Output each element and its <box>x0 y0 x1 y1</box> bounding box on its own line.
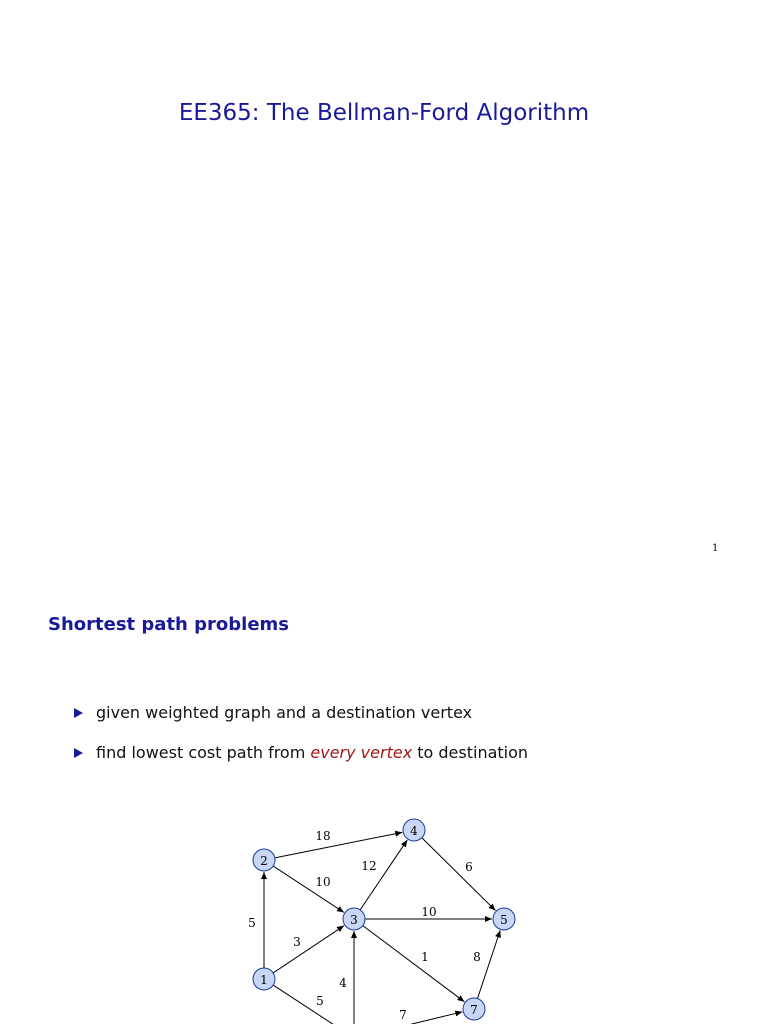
weighted-graph-diagram <box>0 576 768 1024</box>
graph-edge-3-7 <box>363 926 465 1002</box>
graph-edge-1-3 <box>273 926 344 973</box>
graph-node-1 <box>253 968 275 990</box>
nodes-layer <box>253 819 515 1024</box>
edge-weight-label: 8 <box>473 950 481 964</box>
graph-edge-2-3 <box>273 866 344 912</box>
node-label: 3 <box>350 913 358 927</box>
node-label: 7 <box>470 1003 478 1017</box>
graph-node-3 <box>343 908 365 930</box>
graph-edge-6-7 <box>365 1012 463 1024</box>
content-slide <box>0 576 768 1024</box>
edge-weight-label: 4 <box>339 976 347 990</box>
node-label: 4 <box>410 824 418 838</box>
graph-node-2 <box>253 849 275 871</box>
edge-weight-label: 5 <box>248 916 256 930</box>
node-label: 5 <box>500 913 508 927</box>
edge-weight-label: 1 <box>421 950 429 964</box>
edge-weight-label: 6 <box>465 860 473 874</box>
frame-title: Shortest path problems <box>48 614 289 635</box>
bullet-text-before: find lowest cost path from <box>96 743 311 762</box>
graph-edge-3-4 <box>360 840 407 910</box>
graph-node-4 <box>403 819 425 841</box>
edge-weight-label: 12 <box>361 859 377 873</box>
edge-weight-label: 10 <box>315 875 331 889</box>
node-label: 2 <box>260 854 268 868</box>
graph-edge-2-4 <box>275 832 402 857</box>
graph-node-7 <box>463 998 485 1020</box>
edge-weight-label: 3 <box>293 935 301 949</box>
graph-edge-7-5 <box>477 930 500 998</box>
bullet-text-after: to destination <box>412 743 529 762</box>
edge-weight-label: 5 <box>316 994 324 1008</box>
node-label: 1 <box>260 973 268 987</box>
bullet-emphasis: every vertex <box>310 743 413 762</box>
edge-weight-label: 10 <box>421 905 437 919</box>
slide-title: EE365: The Bellman-Ford Algorithm <box>178 100 590 126</box>
graph-edge-4-5 <box>422 838 496 911</box>
graph-node-5 <box>493 908 515 930</box>
edge-labels-layer <box>248 829 481 1022</box>
page-number: 1 <box>712 543 719 554</box>
edge-weight-label: 18 <box>315 829 331 843</box>
bullet-text: given weighted graph and a destination vertex <box>96 703 473 722</box>
graph-edge-1-6 <box>273 985 344 1024</box>
edge-weight-label: 7 <box>399 1008 407 1022</box>
